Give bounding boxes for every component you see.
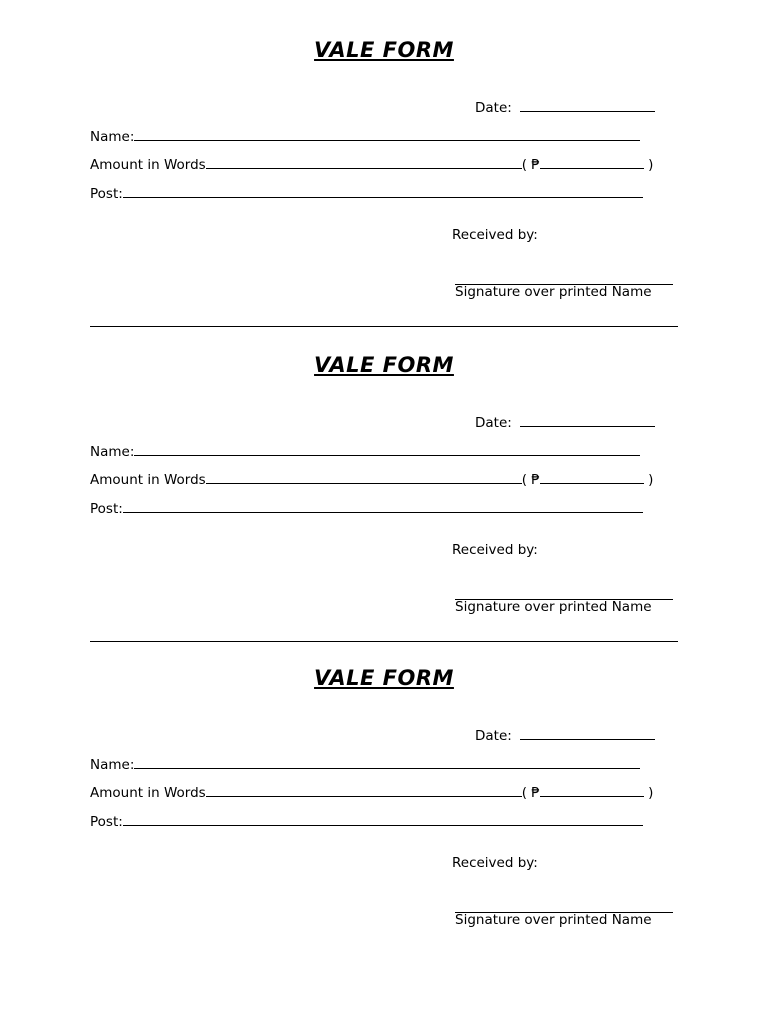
amount-field xyxy=(90,155,653,174)
peso-open: ( ₱ xyxy=(521,472,540,488)
vale-form-2 xyxy=(0,315,768,615)
date-blank[interactable] xyxy=(520,726,655,740)
post-label: Post: xyxy=(90,186,123,202)
amount-figure-blank[interactable] xyxy=(540,783,644,797)
signature-label: Signature over printed Name xyxy=(455,912,652,928)
amount-label: Amount in Words xyxy=(90,157,206,173)
amount-field xyxy=(90,783,653,802)
amount-field xyxy=(90,470,653,489)
form-title: VALE FORM xyxy=(314,353,454,377)
post-blank[interactable] xyxy=(123,184,643,198)
received-by-label: Received by: xyxy=(452,542,538,558)
name-label: Name: xyxy=(90,129,135,145)
date-field xyxy=(475,726,655,745)
name-blank[interactable] xyxy=(134,442,640,456)
name-field xyxy=(90,442,640,461)
date-field xyxy=(475,98,655,117)
name-label: Name: xyxy=(90,757,135,773)
amount-label: Amount in Words xyxy=(90,785,206,801)
post-blank[interactable] xyxy=(123,499,643,513)
amount-words-blank[interactable] xyxy=(206,783,522,797)
peso-close: ) xyxy=(648,785,654,801)
name-label: Name: xyxy=(90,444,135,460)
amount-words-blank[interactable] xyxy=(206,470,522,484)
date-label: Date: xyxy=(475,728,512,744)
date-label: Date: xyxy=(475,100,512,116)
vale-form-1 xyxy=(0,0,768,300)
post-field xyxy=(90,184,643,203)
post-label: Post: xyxy=(90,814,123,830)
peso-close: ) xyxy=(648,157,654,173)
received-by-label: Received by: xyxy=(452,855,538,871)
peso-close: ) xyxy=(648,472,654,488)
amount-label: Amount in Words xyxy=(90,472,206,488)
date-blank[interactable] xyxy=(520,413,655,427)
vale-form-3 xyxy=(0,628,768,928)
amount-figure-blank[interactable] xyxy=(540,470,644,484)
post-blank[interactable] xyxy=(123,812,643,826)
signature-label: Signature over printed Name xyxy=(455,599,652,615)
amount-figure-blank[interactable] xyxy=(540,155,644,169)
post-label: Post: xyxy=(90,501,123,517)
peso-open: ( ₱ xyxy=(521,785,540,801)
date-label: Date: xyxy=(475,415,512,431)
form-title: VALE FORM xyxy=(314,666,454,690)
date-field xyxy=(475,413,655,432)
name-blank[interactable] xyxy=(134,127,640,141)
post-field xyxy=(90,499,643,518)
name-field xyxy=(90,755,640,774)
received-by-label: Received by: xyxy=(452,227,538,243)
form-title: VALE FORM xyxy=(314,38,454,62)
post-field xyxy=(90,812,643,831)
amount-words-blank[interactable] xyxy=(206,155,522,169)
peso-open: ( ₱ xyxy=(521,157,540,173)
date-blank[interactable] xyxy=(520,98,655,112)
name-field xyxy=(90,127,640,146)
name-blank[interactable] xyxy=(134,755,640,769)
signature-label: Signature over printed Name xyxy=(455,284,652,300)
